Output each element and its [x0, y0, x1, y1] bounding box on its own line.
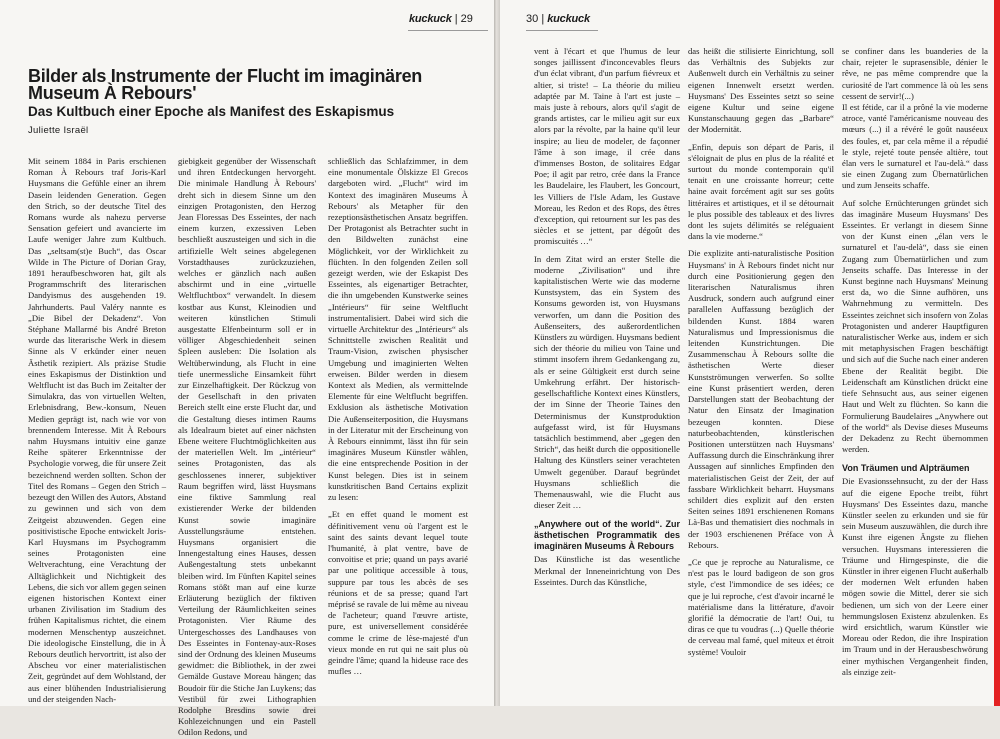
header-rule	[526, 30, 598, 31]
paragraph: In dem Zitat wird an erster Stelle die moderne „Zivilisation“ und ihre kapitalistischen Werte wie das moderne Kunstsystem, das ein System des Konsums geworden ist, von Huysmans verworfen, um dann die Position des Außenseiters, des außerordentlichen Künstlers zu würdigen. Huysmans bedient sich der théorie du milieu von Taine und stimmt insofern ihrem Gedankengang zu, als er seine Gültigkeit erst durch seine Umkehrung erfährt. Der historisch-gesellschaftliche Kontext eines Künstlers, der im Sinne der Theorie Taines den Determinismus der Kunstproduktion aufgefasst wird, ist für Huysmans tatsächlich bestimmend, aber „gegen den Strich“, das heißt durch die oppositionelle Haltung des Künstlers seiner verachteten Umwelt gegenüber. Darauf begründet Huysmans schließlich die Themenauswahl, wie die Flucht aus dieser Zeit …	[534, 253, 680, 511]
french-quote: „Et en effet quand le moment est définitivement venu où l'argent est le saint des saints devant lequel toute l'humanité, à plat ventre, bave de convoitise et prie; quand un pays avarié par une politique accessible à tous, suppure par tous les abcès de ses réunions et de sa presse; quand l'art méprisé se ravale de lui même au niveau de l'acheteur; quand l'œuvre artiste, pure, est universellement considérée comme le crime de lèse-majesté d'un vieux monde en rut qui ne sait plus où geindre l'âme; quand la hideuse race des mufles …	[328, 509, 468, 677]
left-page	[0, 0, 494, 738]
right-page	[500, 0, 1000, 706]
header-rule	[408, 30, 488, 31]
paragraph: giebigkeit gegenüber der Wissenschaft und ihren Entdeckungen hervorgeht. Die minimale Handlung À Rebours' dreht sich in diesem Sinne um den einzigen Protagonisten, den Herzog Jean Floressas Des Esseintes, der nach einem kurzen, exzessiven Leben beschließt auszusteigen und sich in die artifizielle Welt seines abgelegenen Vorstadthauses zurückzuziehen, welches er gänzlich nach außen abschirmt und in eine „virtuelle Weltfluchtbox“ verwandelt. In diesem kostbar aus Kunst, Kleinodien und weiteren künstlichen Stimuli ausgestatte Elfenbeinturm soll er in völliger Abgeschiedenheit seinen Spleen ausleben: Die Isolation als Weltüberwindung, als Flucht in eine tiefe unermessliche Einsamkeit führt zur Einzelhaftigkeit. Der Rückzug von der Gesellschaft in den privaten Bereich stellt eine erste Flucht dar, und die Gestaltung dieses intimen Raums als Idealraum bietet auf einer nächsten Ebene weitere Fluchtmöglichkeiten aus der materiellen Welt. Im „intérieur“ seines Protagonisten, das als geschlossenes innerer, subjektiver Raum begriffen wird, lässt Huysmans eine fiktive Sammlung real existierender Werke der bildenden Kunst sowie imaginäre Ausstellungsräume entstehen. Huysmans organisiert die Innengestaltung eines Hauses, dessen Außengestaltung stets unbekannt bleiben wird. Im Fünften Kapitel seines Romans stößt man auf eine kurze Erläuterung bezüglich der fiktiven Verteilung der Räumlichkeiten seines Protagonisten. Vier Räume des Untergeschosses des Landhauses von Des Esseintes in Fontenay-aux-Roses sind der Ordnung des kleinen Museums gewidmet: die Bibliothek, in der zwei Gemälde Gustave Moreau hängen; das Boudoir für die Stiche Jan Luykens; das Vestibül für zwei Lithographien Rodolphe Bresdins sowie drei Kohlezeichnungen und ein Pastell Odilon Redons, und	[178, 156, 316, 738]
article-author: Juliette Israël	[28, 125, 89, 136]
article-title: Bilder als Instrumente der Flucht im imaginären Museum À Rebours'	[28, 66, 422, 103]
header-separator: |	[454, 13, 458, 25]
french-quote-continued: Il est fétide, car il a prôné la vie moderne atroce, vanté l'américanisme nouveau des mœurs (...) il a révéré le goût nauséeux des foules, et, par cela même il a répudié le style, rejeté toute pensée altière, tout élan vers le surnaturel et l'au-delà.“ dass sie einen Zugang zum Übernatürlichen und zum Jenseits schaffe.	[842, 102, 988, 191]
page-number: 29	[460, 13, 473, 25]
right-page-header	[526, 13, 590, 25]
page-edge-accent	[994, 0, 1000, 706]
paragraph: Das Künstliche ist das wesentliche Merkmal der Inneneinrichtung von Des Esseintes. Durch das Künstliche,	[534, 554, 680, 587]
body-column-1	[534, 46, 680, 701]
body-column-1	[28, 156, 166, 704]
section-heading: Von Träumen und Alpträumen	[842, 463, 970, 474]
french-quote-continued: vent à l'écart et que l'humus de leur songes jaillissent d'inconcevables fleurs d'un éclat vibrant, d'un parfum fiévreux et altier, si triste! – La théorie du milieu adaptée par M. Taine à l'art est juste – mais juste à rebours, alors qu'il s'agit de grands artistes, car le milieu agit sur eux alors par la révolte, par la haine qu'il leur inspire; au lieu de modeler, de façonner l'âme à son image, il crée dans d'immenses Boston, de solitaires Edgar Poe; il agit par retro, crée dans la France les Baudelaire, les Flaubert, les Goncourt, les Villiers de l'Isle Adam, les Gustave Moreau, les Redon et des Rops, des êtres d'exception, qui retournent sur les pas des siècles et se jettent, par dégoût des promiscuités …“	[534, 46, 680, 247]
paragraph: das heißt die stilisierte Einrichtung, soll das Verhältnis des Subjekts zur Außenwelt durch ein Verhältnis zu seiner eigenen Innenwelt ersetzt werden. Huysmans' Des Esseintes setzt so seine eigene Kultur und seine eigene Kunstanschauung gegen das „Barbare“ der Modernität.	[688, 46, 834, 135]
paragraph: Die Evasionssehnsucht, zu der der Hass auf die eigene Epoche treibt, führt Huysmans' Des Esseintes dazu, manche Künstler seelen zu erkunden und sie für sein Museum auszuwählen, die durch ihre Kunst ihre eigenen Ängste zu fliehen versuchen. Huysmans interessieren die Träume und Hirngespinste, die die Künstler in ihrer eigenen Flucht außerhalb der modernen Welt erfunden haben mögen sowie die Mittel, derer sie sich bedienen, um sich von der Leere einer hemmungslosen Existenz abzulenken. Es wird ersichtlich, warum Künstler wie Moreau oder Redon, die ihre Inspiration im Traum und in der Herausbeschwörung einer mythischen Vergangenheit finden, als einzige zeit-	[842, 476, 988, 677]
header-separator: |	[541, 13, 545, 25]
french-quote: „Ce que je reproche au Naturalisme, ce n'est pas le lourd badigeon de son gros style, c'est l'immondice de ses idées; ce que je lui reproche, c'est d'avoir incarné le matérialisme dans la littérature, d'avoir glorifié la démocratie de l'art! Oui, tu diras ce que tu voudras (...) Quelle théorie de cerveau mal famé, quel miteux et étroit système! Vouloir	[688, 556, 834, 657]
french-quote-continued: se confiner dans les buanderies de la chair, rejeter le suprasensible, dénier le rêve, ne pas même comprendre que la curiosité de l'art commence là où les sens cessent de servir!(...)	[842, 46, 988, 101]
body-column-2	[688, 46, 834, 701]
article-subtitle: Das Kultbuch einer Epoche als Manifest des Eskapismus	[28, 104, 395, 119]
french-quote: „Enfin, depuis son départ de Paris, il s'éloignait de plus en plus de la réalité et surtout du monde contemporain qu'il tenait en une croissante horreur; cette haine avait forcément agit sur ses goûts littéraires et artistiques, et il se détournait le plus possible des tableaux et des livres dont les sujets délimités se reléguaient dans la vie moderne.“	[688, 141, 834, 242]
paragraph: Auf solche Ernüchterungen gründet sich das imaginäre Museum Huysmans' Des Esseintes. Er verlangt in diesem Sinne von der Kunst einen „élan vers le surnaturel et l'au-delà“, dass sie einen Zugang zum Übernatürlichen und zum Jenseits schaffe. Das Interesse in der Kunst beginne nach Huysmans' Meinung erst da, wo die Sinne aufhören, uns Wahrnehmung zu vermitteln. Des Esseintes zeichnet sich insofern von Zolas Protagonisten und anderer Hauptfiguren naturalistischer Werke aus, indem er sich mit metaphysischen Fragen beschäftigt und sich auf die Suche nach einer anderen Ebene der Realität begibt. Die Leidenschaft am Künstlichen drückt eine tiefe Sehnsucht aus, aus seiner eigenen Haut und Welt zu flüchten. So kann die Formulierung Baudelaires „Anywhere out of the world“ als Devise dieses Museums der Dekadenz zu Recht übernommen werden.	[842, 197, 988, 455]
magazine-logo: kuckuck	[409, 13, 452, 25]
body-column-2	[178, 156, 316, 738]
paragraph: Mit seinem 1884 in Paris erschienen Roman À Rebours traf Joris-Karl Huysmans die Gefühle einer an ihrem Dasein leidenden Generation. Gegen den Strich, so der deutsche Titel des Romans wurde als nahezu perverse Sensation gefeiert und avancierte im Laufe weniger Jahre zum Kultbuch. Das „seltsam(st)e Buch“, das Oscar Wilde in The Picture of Dorian Gray, 1891 heraufbeschworen hat, gilt als Programmschrift des literarischen Dandyismus des ausgehenden 19. Jahrhunderts. Paul Valéry nannte es „Die Bibel der Dekadenz“. Von Stéphane Mallarmé bis André Breton wurde das literarische Werk in diesem Sinne als V erkünder einer neuen Ästhetik rezipiert. Als präzise Studie eines Eskapismus der Distinktion und Weltflucht ist das Buch im Zeitalter der Simulakra, das von virtuellen Welten, Erlebnisdrang, Bew.-konsum, Neuen Medien geprägt ist, nach wie vor von brennendem Interesse. Mit À Rebours nahm Huysmans intuitiv eine ganze Reihe späterer Erkenntnisse der Psychologie vorweg, die für unsere Zeit bezeichnend werden sollten. Schon der Titel des Romans – Gegen den Strich – bezeugt den Willen des Autors, Abstand zu gewinnen und sich von dem Zeitgeist abzuwenden. Gegen eine positivistische Epoche entwickelt Joris-Karl Huysmans im Psychogramm seines Protagonisten eine Weltverachtung, eine Verachtung der Alltäglichkeit und Nichtigkeit des Lebens, die sich vor allem gegen seinen eigenen historischen Kontext einer urbanen Zivilisation im Stadium des frühen Kapitalismus richtet, die einem modernen Menschentyp auszeichnet. Die ideologische Einstellung, die in À Rebours deutlich hervortritt, ist also der Abscheu vor einer materialistischen Zeit, gegründet auf dem Wohlstand, der aus einer blühenden Industrialisierung und der steigenden Nach-	[28, 156, 166, 704]
left-page-header	[409, 13, 473, 25]
section-heading: „Anywhere out of the world“. Zur ästhetischen Programmatik des imaginären Museums À Rebours	[534, 519, 680, 552]
magazine-logo: kuckuck	[547, 13, 590, 25]
page-number: 30	[526, 13, 539, 25]
body-column-3	[328, 156, 468, 701]
paragraph: Die explizite anti-naturalistische Position Huysmans' in À Rebours findet nicht nur durch eine Positionierung gegen den literarischen Naturalismus ihren Ausdruck, sondern auch aufgrund einer parallelen Auffassung bezüglich der bildenden Kunst. 1884 waren Naturalismus und Impressionismus die leitenden Kunstrichtungen. Die Zusammenschau À Rebours sollte die ästhetischen Werte dieser Kunstströmungen verwerfen. So sollte eine Kunst präsentiert werden, deren Darstellungen statt der Beobachtung der Natur den Einsatz der Imagination bezeugen konnten. Diese naturbeobachtenden, künstlerischen Positionen unterstützen nach Huysmans' Auffassung durch die Einschränkung ihrer Aussagen auf sinnliches Empfinden den materialistischen Geist der Zeit, der auf fassbare Wirklichkeit beharrt. Huysmans schildert dies explizit auf den ersten Seiten seines 1891 erschienenen Romans Là-Bas und thematisiert dies nochmals in der 1903 erschienenen Préface von À Rebours.	[688, 248, 834, 550]
body-column-3	[842, 46, 988, 701]
paragraph: schließlich das Schlafzimmer, in dem eine monumentale Ölskizze El Grecos dargeboten wird. „Flucht“ wird im Kontext des imaginären Museums À Rebours' als Metapher für den rezeptionsästhetischen Ansatz begriffen. Der Protagonist als Betrachter sucht in den Bildwelten zunächst eine Möglichkeit, vor der Wirklichkeit zu flüchten. In den folgenden Zeilen soll gezeigt werden, wie der Eskapist Des Esseintes, als eigenartiger Betrachter, die ihn umgebenden Kunstwerke seines „Intérieurs“ für seine Weltflucht instrumentalisiert. Dabei wird sich die virtuelle Architektur des „Intérieurs“ als Schnittstelle zwischen Realität und Traum-Vision, zwischen physischer Umgebung und imaginierten Welten erweisen. Bilder werden in diesem Kontext als Medien, als vermittelnde Elemente für eine Weltflucht begriffen. Exklusion als ästhetische Motivation Die Außenseiterposition, die Huysmans in der Literatur mit der Erscheinung von À Rebours einnimmt, lässt ihn für sein imaginäres Museum Künstler wählen, die eine entsprechende Position in der Kunst belegen. Dies ist in seinem kunstkritischen Band Certains explizit zu lesen:	[328, 156, 468, 503]
